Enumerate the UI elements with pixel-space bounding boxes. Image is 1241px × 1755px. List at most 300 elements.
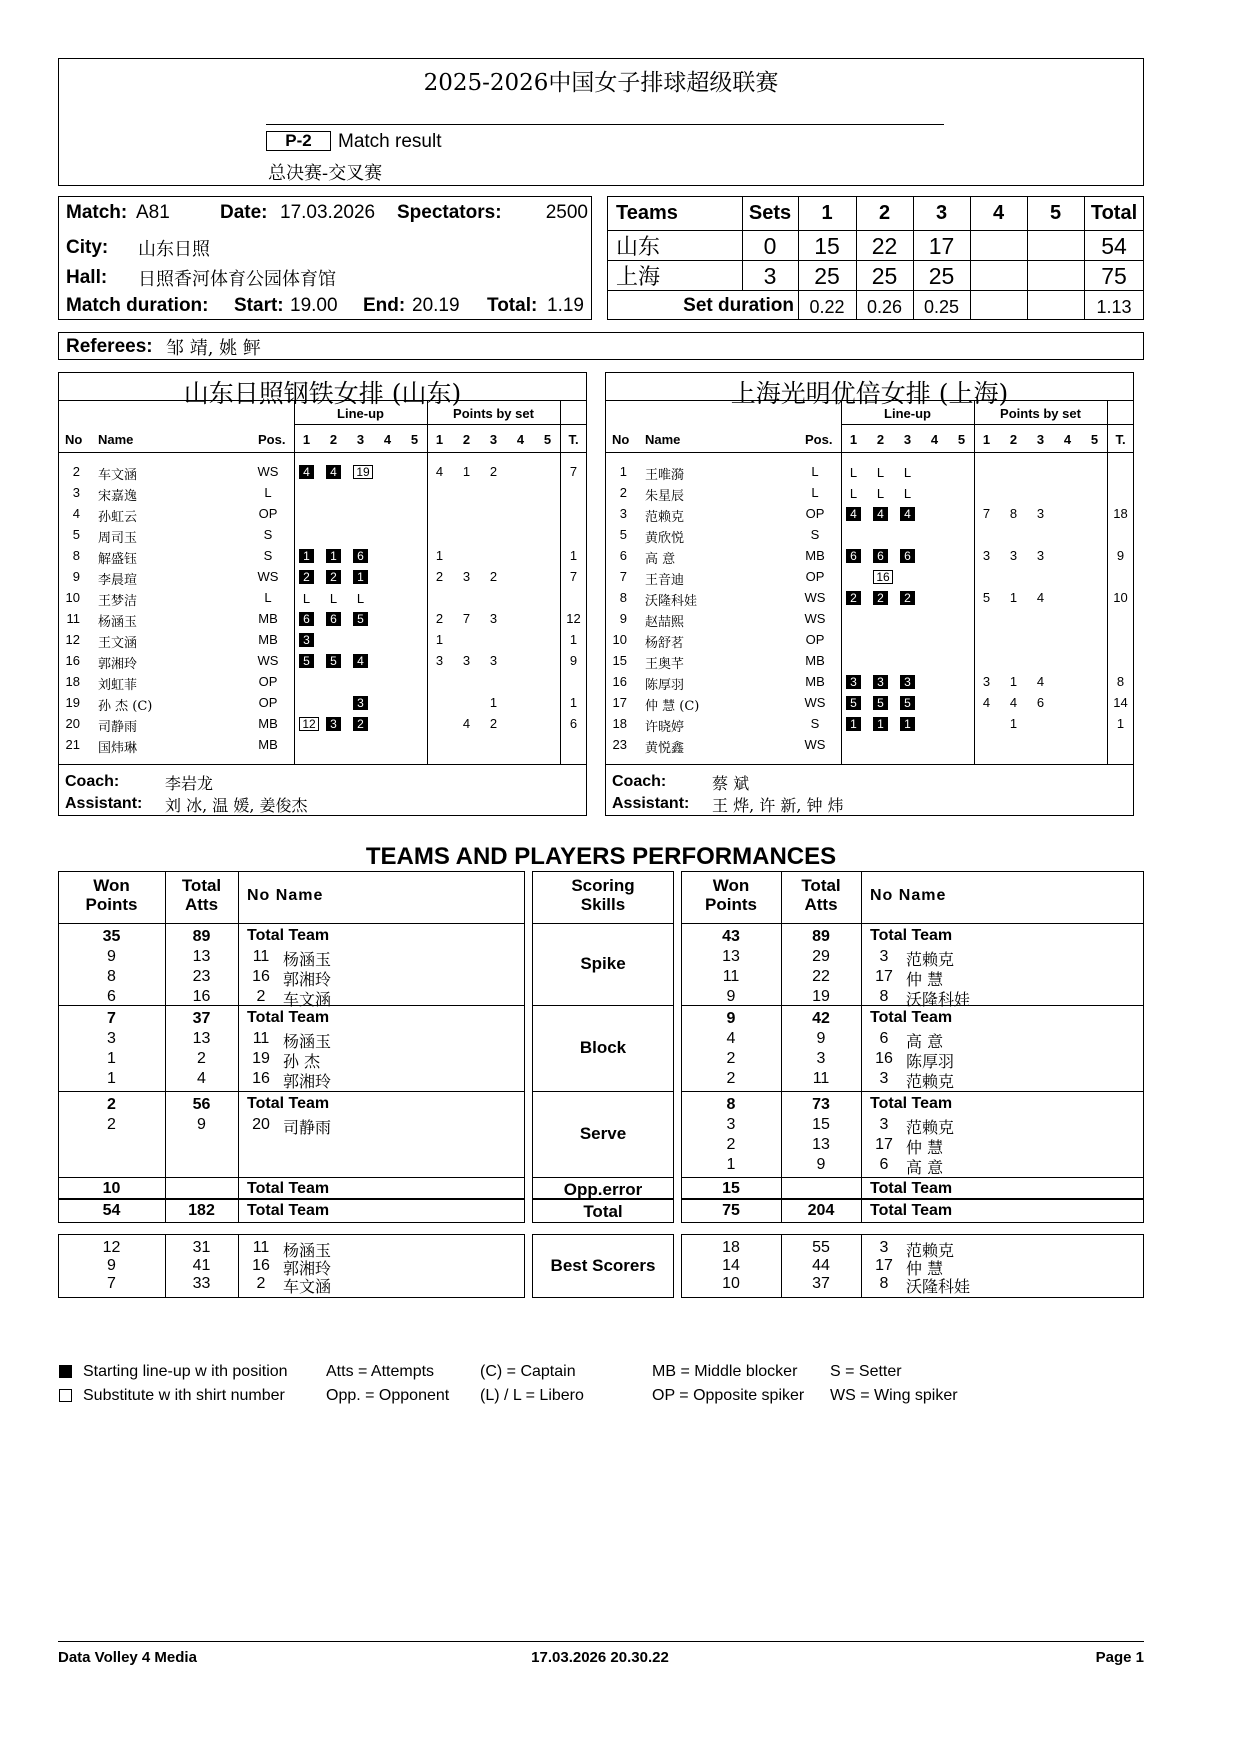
player-position: S: [263, 548, 273, 563]
referees-label: Referees:: [66, 336, 153, 357]
player-position: OP: [805, 569, 825, 584]
player-number: 3: [72, 485, 80, 500]
player-no-value: 17: [875, 1257, 893, 1274]
atts-value: 73: [812, 1096, 830, 1113]
t-header: T.: [568, 432, 579, 447]
player-position: L: [811, 464, 819, 479]
won-value: 43: [722, 928, 740, 945]
player-name: 刘虹菲: [98, 678, 138, 693]
lineup-marker: L: [876, 486, 885, 501]
lineup-marker: 3: [846, 675, 861, 689]
lineup-marker: 4: [326, 465, 341, 479]
total-points: 1: [569, 695, 578, 710]
roster-row: [605, 464, 1134, 484]
atts-value: 44: [812, 1257, 830, 1274]
player-no-value: 17: [875, 968, 893, 985]
player-no-value: 6: [879, 1030, 889, 1047]
lineup-marker: 5: [299, 654, 314, 668]
player-name: 朱星辰: [645, 489, 685, 504]
set1-duration: 0.22: [809, 297, 845, 317]
lineup-marker: 2: [873, 591, 888, 605]
total-points: 18: [1113, 506, 1128, 521]
score-row-line-1: [607, 230, 1144, 231]
player-position: OP: [805, 506, 825, 521]
footer-timestamp: 17.03.2026 20.30.22: [531, 1649, 669, 1666]
points-set-header: 4: [1063, 432, 1072, 447]
player-number: 8: [619, 590, 627, 605]
set-points: 1: [1009, 716, 1018, 731]
performance-col-line: [238, 871, 239, 1199]
player-number: 11: [66, 611, 80, 626]
player-name: 周司玉: [98, 531, 138, 546]
atts-value: 41: [192, 1257, 211, 1274]
lineup-header: Line-up: [337, 406, 384, 421]
won-value: 10: [722, 1275, 740, 1292]
home-set1: 15: [814, 233, 840, 259]
set-points: 2: [435, 569, 444, 584]
set-points: 1: [435, 632, 444, 647]
player-number: 18: [612, 716, 627, 731]
match-label: Match:: [66, 202, 128, 223]
points-by-set-header: Points by set: [1000, 406, 1081, 421]
player-name-value: 仲 慧: [906, 1259, 944, 1278]
score-row-line-2: [607, 260, 1144, 261]
start-value: 19.00: [290, 295, 338, 316]
points-set-header: 2: [1009, 432, 1018, 447]
player-name-value: 郭湘玲: [283, 1072, 332, 1091]
player-name-value: Total Team: [870, 1095, 953, 1112]
player-name-value: 范赖克: [906, 1241, 955, 1260]
lineup-marker: 6: [299, 612, 314, 626]
roster-row: [605, 695, 1134, 715]
player-name: 王奥芊: [645, 657, 685, 672]
roster-row: [58, 737, 587, 757]
set-points: 1: [1009, 590, 1018, 605]
name-header: Name: [98, 432, 134, 447]
player-number: 9: [72, 569, 80, 584]
atts-value: 9: [816, 1030, 826, 1047]
roster-row: [58, 653, 587, 673]
roster-row: [605, 548, 1134, 568]
no-name-header: No Name: [247, 887, 324, 904]
set-points: 1: [1009, 674, 1018, 689]
won-value: 35: [102, 928, 121, 945]
player-name: 车文涵: [98, 468, 138, 483]
roster-row: [605, 569, 1134, 589]
footer-page: Page 1: [1095, 1649, 1144, 1666]
points-set-header: 2: [462, 432, 471, 447]
total-header: Total: [1090, 202, 1138, 224]
set-points: 3: [462, 569, 471, 584]
player-position: MB: [258, 611, 278, 626]
player-position: L: [264, 485, 272, 500]
player-number: 10: [65, 590, 80, 605]
player-number: 21: [65, 737, 80, 752]
roster-row: [58, 695, 587, 715]
total-points: 1: [1116, 716, 1125, 731]
atts-value: 15: [812, 1116, 830, 1133]
match-number: A81: [136, 202, 170, 223]
no-header: No: [65, 432, 83, 447]
set-points: 3: [982, 674, 991, 689]
player-name: 王唯漪: [645, 468, 685, 483]
set-points: 7: [462, 611, 471, 626]
atts-value: 4: [197, 1070, 206, 1087]
filled-square-icon: [59, 1365, 72, 1378]
lineup-marker: 1: [846, 717, 861, 731]
player-number: 5: [72, 527, 80, 542]
lineup-marker: 4: [353, 654, 368, 668]
total-atts-header: [781, 876, 861, 914]
city-label: City:: [66, 237, 109, 258]
roster-header-rule: [605, 452, 1134, 453]
player-no-value: 8: [879, 988, 889, 1005]
lineup-marker: L: [356, 591, 365, 606]
player-name-value: 高 意: [906, 1032, 944, 1051]
legend-s: S = Setter: [830, 1363, 902, 1380]
player-name-value: Total Team: [247, 1009, 330, 1026]
atts-value: 13: [192, 1030, 211, 1047]
set-points: 2: [435, 611, 444, 626]
won-value: 1: [107, 1050, 116, 1067]
lineup-marker: L: [849, 486, 858, 501]
player-no-value: 3: [879, 948, 889, 965]
lineup-marker: 1: [326, 549, 341, 563]
away-set2: 25: [871, 263, 898, 289]
roster-row: [58, 674, 587, 694]
player-number: 9: [619, 611, 627, 626]
total-points: 1: [569, 548, 578, 563]
total-won-value: 75: [722, 1202, 740, 1219]
won-value: 9: [726, 1010, 736, 1027]
title-underline: [266, 124, 944, 125]
away-team-short: 上海: [616, 265, 661, 290]
city-value: 山东日照: [138, 239, 210, 260]
total-atts-value: 182: [188, 1202, 215, 1219]
won-word: Won: [93, 876, 130, 895]
player-name: 杨涵玉: [98, 615, 138, 630]
lineup-marker: 2: [353, 717, 368, 731]
lineup-marker: 3: [900, 675, 915, 689]
won-value: 18: [722, 1239, 740, 1256]
atts-value: 13: [192, 948, 211, 965]
lineup-marker: 4: [299, 465, 314, 479]
player-name-value: Total Team: [870, 927, 953, 944]
coach-label: Coach:: [65, 773, 120, 790]
player-number: 2: [72, 464, 80, 479]
won-value: 2: [107, 1096, 116, 1113]
player-name: 王文涵: [98, 636, 138, 651]
lineup-marker: L: [903, 486, 912, 501]
lineup-marker: 2: [846, 591, 861, 605]
home-set3: 17: [928, 233, 955, 259]
player-name-value: 车文涵: [283, 1277, 332, 1296]
roster-row: [605, 653, 1134, 673]
set-points: 8: [1009, 506, 1018, 521]
set-points: 4: [1036, 674, 1045, 689]
roster-row: [58, 485, 587, 505]
lineup-set-header: 2: [329, 432, 338, 447]
player-position: MB: [805, 674, 825, 689]
won-value: 9: [107, 1257, 116, 1274]
won-value: 7: [107, 1275, 116, 1292]
total-duration-value: 1.19: [547, 295, 584, 316]
lineup-set-header: 4: [383, 432, 392, 447]
total-points: 1: [569, 632, 578, 647]
player-name: 司静雨: [98, 720, 138, 735]
roster-row: [58, 527, 587, 547]
total-atts-header: [165, 876, 238, 914]
player-position: WS: [804, 590, 826, 605]
player-number: 1: [619, 464, 627, 479]
set-points: 3: [1036, 506, 1045, 521]
total-points: 6: [569, 716, 578, 731]
best-col-line: [861, 1234, 862, 1298]
player-no-value: 3: [879, 1239, 889, 1256]
lineup-marker: 6: [326, 612, 341, 626]
assistant-label: Assistant:: [65, 795, 143, 812]
end-value: 20.19: [412, 295, 460, 316]
roster-sub-rule: [841, 424, 1134, 425]
roster-sub-rule: [294, 424, 587, 425]
lineup-set-header: 2: [876, 432, 885, 447]
player-name-value: 杨涵玉: [283, 1241, 332, 1260]
points-set-header: 3: [1036, 432, 1045, 447]
atts-value: 89: [192, 928, 211, 945]
won-value: 8: [107, 968, 116, 985]
set4-header: 4: [992, 202, 1005, 224]
coach-label: Coach:: [612, 773, 667, 790]
player-name: 解盛钰: [98, 552, 138, 567]
total-points: 12: [566, 611, 581, 626]
skill-block-label: Block: [579, 1038, 627, 1057]
atts-value: 9: [197, 1116, 206, 1133]
set-points: 3: [489, 611, 498, 626]
player-no-value: 6: [879, 1156, 889, 1173]
lineup-marker: 2: [326, 570, 341, 584]
points-set-header: 4: [516, 432, 525, 447]
atts-value: 37: [192, 1010, 211, 1027]
set-points: 3: [1009, 548, 1018, 563]
coach-name: 李岩龙: [165, 774, 214, 793]
no-header: No: [612, 432, 630, 447]
away-total: 75: [1101, 263, 1127, 289]
player-number: 20: [65, 716, 80, 731]
atts-value: 31: [192, 1239, 211, 1256]
won-value: 13: [722, 948, 740, 965]
points-set-header: 1: [982, 432, 991, 447]
player-name-value: 孙 杰: [283, 1052, 321, 1071]
total-points: 8: [1116, 674, 1125, 689]
player-number: 7: [619, 569, 627, 584]
assistant-names: 王 烨, 许 新, 钟 炜: [712, 796, 844, 815]
player-name-value: 郭湘玲: [283, 970, 332, 989]
player-name-value: Total Team: [247, 1095, 330, 1112]
home-sets: 0: [763, 233, 777, 259]
lineup-marker: 1: [299, 549, 314, 563]
section-rule: [532, 923, 674, 924]
lineup-marker: 16: [873, 570, 893, 584]
player-name-value: 杨涵玉: [283, 1032, 332, 1051]
lineup-set-header: 4: [930, 432, 939, 447]
player-position: S: [810, 527, 820, 542]
roster-row: [58, 506, 587, 526]
player-name-value: Total Team: [247, 927, 330, 944]
lineup-marker: 5: [900, 696, 915, 710]
won-value: 2: [726, 1136, 736, 1153]
player-position: MB: [258, 737, 278, 752]
total-points: 9: [569, 653, 578, 668]
player-position: OP: [258, 674, 278, 689]
roster-row: [58, 569, 587, 589]
player-name-value: 杨涵玉: [283, 950, 332, 969]
lineup-marker: 6: [873, 549, 888, 563]
roster-row: [605, 527, 1134, 547]
player-number: 12: [65, 632, 80, 647]
won-value: 6: [107, 988, 116, 1005]
lineup-marker: 5: [873, 696, 888, 710]
player-name: 李晨瑄: [98, 573, 138, 588]
total-points: 7: [569, 569, 578, 584]
set-points: 5: [982, 590, 991, 605]
player-no-value: 11: [252, 1030, 270, 1047]
start-label: Start:: [234, 295, 284, 316]
lineup-marker: 2: [299, 570, 314, 584]
set-points: 3: [1036, 548, 1045, 563]
player-position: WS: [257, 569, 279, 584]
spectators-label: Spectators:: [397, 202, 502, 223]
won-value: 2: [107, 1116, 116, 1133]
player-no-value: 2: [256, 988, 266, 1005]
pos-header: Pos.: [258, 432, 286, 447]
player-name-value: 高 意: [906, 1158, 944, 1177]
player-position: WS: [257, 464, 279, 479]
player-number: 3: [619, 506, 627, 521]
hall-label: Hall:: [66, 267, 108, 288]
total-col-line: [861, 1199, 862, 1223]
assistant-names: 刘 冰, 温 媛, 姜俊杰: [165, 796, 308, 815]
points-set-header: 5: [1090, 432, 1099, 447]
home-total: 54: [1101, 233, 1127, 259]
atts-value: 2: [197, 1050, 206, 1067]
player-number: 5: [619, 527, 627, 542]
player-name: 王音迪: [645, 573, 685, 588]
player-name: 高 意: [645, 552, 676, 567]
lineup-marker: 5: [846, 696, 861, 710]
player-name: 沃隆科娃: [645, 594, 698, 609]
points-set-header: 1: [435, 432, 444, 447]
lineup-marker: 5: [326, 654, 341, 668]
lineup-marker: 19: [353, 465, 373, 479]
set-points: 3: [435, 653, 444, 668]
best-col-line: [238, 1234, 239, 1298]
legend-libero: (L) / L = Libero: [480, 1387, 584, 1404]
set-points: 6: [1036, 695, 1045, 710]
total-duration-label: Total:: [487, 295, 538, 316]
legend-open-text: Substitute w ith shirt number: [83, 1387, 285, 1404]
set-points: 3: [462, 653, 471, 668]
footer-left: Data Volley 4 Media: [58, 1649, 197, 1666]
points-set-header: 3: [489, 432, 498, 447]
skill-spike-label: Spike: [580, 954, 626, 973]
legend-filled-text: Starting line-up w ith position: [83, 1363, 288, 1380]
skill-opp-error-label: Opp.error: [563, 1180, 643, 1199]
lineup-marker: 4: [846, 507, 861, 521]
atts-value: 19: [812, 988, 830, 1005]
player-position: OP: [258, 506, 278, 521]
lineup-marker: L: [329, 591, 338, 606]
atts-value: 11: [812, 1070, 830, 1087]
player-no-value: 11: [252, 1239, 270, 1256]
set-points: 4: [982, 695, 991, 710]
set-points: 3: [489, 653, 498, 668]
won-value: 3: [107, 1030, 116, 1047]
player-name: 郭湘玲: [98, 657, 138, 672]
legend-atts: Atts = Attempts: [326, 1363, 435, 1380]
assistant-label: Assistant:: [612, 795, 690, 812]
section-rule: [532, 1091, 674, 1092]
won-value: 7: [107, 1010, 116, 1027]
set-points: 1: [462, 464, 471, 479]
sets-header: Sets: [748, 202, 792, 224]
section-rule: [681, 923, 1144, 924]
atts-value: 23: [192, 968, 211, 985]
player-number: 19: [65, 695, 80, 710]
set-points: 2: [489, 716, 498, 731]
player-position: OP: [805, 632, 825, 647]
roster-row: [605, 611, 1134, 631]
lineup-marker: 3: [326, 717, 341, 731]
opp-error-value: 15: [722, 1180, 740, 1197]
lineup-marker: 3: [299, 633, 314, 647]
legend-op: OP = Opposite spiker: [652, 1387, 805, 1404]
player-position: MB: [258, 716, 278, 731]
player-name-value: 沃隆科娃: [906, 1277, 971, 1296]
player-position: L: [811, 485, 819, 500]
player-name-value: 陈厚羽: [906, 1052, 955, 1071]
won-value: 2: [726, 1050, 736, 1067]
lineup-marker: 6: [353, 549, 368, 563]
player-no-value: 17: [875, 1136, 893, 1153]
lineup-set-header: 5: [410, 432, 419, 447]
roster-row: [58, 611, 587, 631]
away-set1: 25: [814, 263, 840, 289]
player-name: 黄悦鑫: [645, 741, 685, 756]
referees-names: 邹 靖, 姚 鲆: [166, 338, 261, 359]
away-set3: 25: [928, 263, 955, 289]
lineup-marker: 1: [900, 717, 915, 731]
set-points: 4: [462, 716, 471, 731]
total-set-duration: 1.13: [1096, 297, 1132, 317]
player-number: 6: [619, 548, 627, 563]
lineup-set-header: 1: [849, 432, 858, 447]
roster-bottom-rule: [605, 764, 1134, 765]
player-number: 4: [72, 506, 80, 521]
lineup-set-header: 5: [957, 432, 966, 447]
player-name: 许晓婷: [645, 720, 685, 735]
player-number: 15: [612, 653, 627, 668]
team-full-name: 山东日照钢铁女排 (山东): [183, 379, 462, 408]
set-points: 4: [435, 464, 444, 479]
points-by-set-header: Points by set: [453, 406, 534, 421]
lineup-marker: 5: [353, 612, 368, 626]
lineup-marker: 6: [900, 549, 915, 563]
legend-opp: Opp. = Opponent: [326, 1387, 450, 1404]
set-points: 1: [435, 548, 444, 563]
won-word: Won: [712, 876, 750, 895]
lineup-marker: 3: [873, 675, 888, 689]
player-position: S: [263, 527, 273, 542]
